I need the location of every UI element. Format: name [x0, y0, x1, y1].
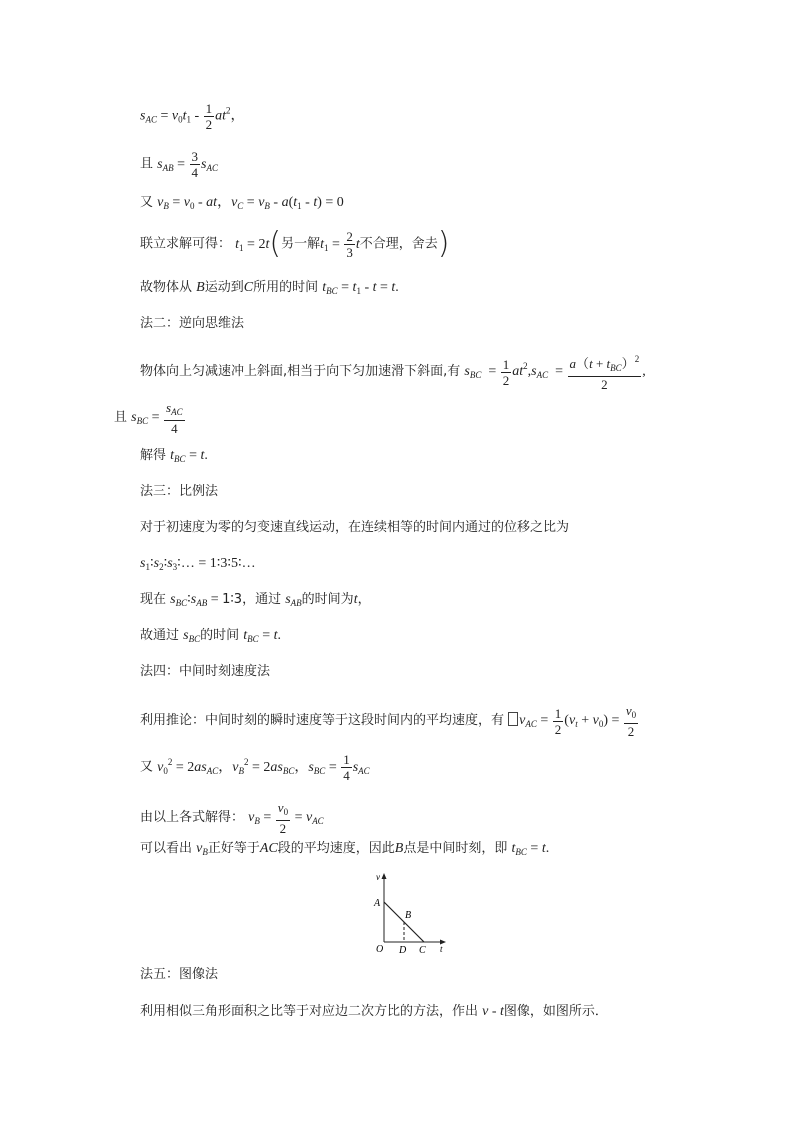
- eq-velocity-line: 又 $v_B = v_0$ - at，$v_C = v_B - a(t_1 - t) = 0$: [140, 195, 344, 211]
- text: 利用相似三角形面积之比等于对应边二次方比的方法，作出: [140, 1004, 479, 1019]
- text: 故通过: [140, 628, 180, 643]
- text: 段的平均速度，因此: [277, 841, 395, 856]
- method-3-statement: 对于初速度为零的匀变速直线运动，在连续相等的时间内通过的位移之比为: [140, 520, 570, 535]
- point-b: B: [196, 280, 205, 295]
- method-2-heading: 法二：逆向思维法: [140, 316, 245, 331]
- x-axis: [384, 940, 446, 945]
- aside-text-2: 不合理，舍去: [359, 236, 438, 252]
- ratio-value: 1∶3∶5∶…: [209, 556, 256, 571]
- label-a: A: [374, 898, 381, 909]
- text: 1∶3，通过: [222, 592, 282, 607]
- method-4-equations: 又 $v_0^2 = 2as_{AC}$，$v_B^2 = 2as_{BC}$，$s_{BC}$ = $\frac{1}{4}$ $s_{AC}$: [140, 752, 370, 783]
- conclusion-line-1: 故物体从 B运动到C所用的时间 $t_{BC} = t_1 - t = t$.: [140, 280, 399, 296]
- text: 运动到: [204, 280, 244, 295]
- method-3-result: 故通过 $s_{BC}$的时间 $t_{BC} = t$.: [140, 628, 281, 644]
- text: 的时间: [200, 628, 240, 643]
- method-3-apply: 现在 $s_{BC}∶s_{AB}$ = 1∶3，通过 $s_{AB}$的时间为t，: [140, 592, 371, 608]
- method-4-inference: 利用推论：中间时刻的瞬时速度等于这段时间内的平均速度，有 $v_{AC}$ = $\frac{1}{2}$ $(v_t + v_0)$ = $\frac{v_0}{2}$: [140, 703, 637, 739]
- method-2-result: 解得 $t_{BC} = t$.: [140, 448, 208, 464]
- text: 所用的时间: [253, 280, 319, 295]
- point-c: C: [243, 280, 254, 295]
- aside-text: 另一解: [281, 236, 321, 252]
- method-5-statement: [140, 1003, 608, 1021]
- method-5-heading: 法五：图像法: [140, 967, 219, 982]
- lead-text: 联立求解可得：: [140, 236, 232, 252]
- text: 现在: [140, 592, 167, 607]
- method-2-sbc-line: 且 $s_{BC}$ = $\frac{s_{AC}}{4}$: [114, 400, 183, 436]
- x-axis-label: t: [440, 944, 443, 954]
- method-4-conclusion: 可以看出 $v_B$正好等于AC段的平均速度，因此B点是中间时刻，即 $t_{BC} = t$.: [140, 841, 550, 857]
- method-3-heading: 法三：比例法: [140, 484, 219, 499]
- segment-ac: AC: [259, 841, 278, 856]
- y-axis: [382, 873, 387, 942]
- label-b: B: [405, 910, 412, 921]
- text: 正好等于: [207, 841, 260, 856]
- method-4-heading: 法四：中间时刻速度法: [140, 664, 271, 679]
- label-c: C: [419, 945, 426, 956]
- lead-text: 又: [140, 195, 154, 210]
- lead-text: 且: [114, 410, 128, 426]
- label-o: O: [376, 944, 384, 955]
- lead-text: 且: [140, 156, 154, 172]
- method-2-eq-line: 物体向上匀减速冲上斜面,相当于向下匀加速滑下斜面,有 $s_{BC}$ = $\frac{1}{2}$ $at^2,s_{AC}$ = $\frac{a(t + t_{BC})^2}{2}$ ,: [140, 354, 646, 392]
- text: 由以上各式解得：: [140, 810, 245, 826]
- eq-sac-line: $s_{AC} = v_0t_1$ - $\frac{1}{2}$ $at^2$，: [140, 101, 245, 132]
- method-3-ratio: $s_1∶s_2∶s_3∶\dots$ = 1∶3∶5∶…: [140, 556, 256, 572]
- text: 物体向上匀减速冲上斜面,相当于向下匀加速滑下斜面,有: [140, 364, 461, 380]
- label-d: D: [399, 945, 407, 956]
- text: 故物体从: [140, 280, 193, 295]
- text: 利用推论：中间时刻的瞬时速度等于这段时间内的平均速度，有: [140, 713, 505, 729]
- text: 点是中间时刻，即: [403, 841, 508, 856]
- y-axis-label: v: [376, 872, 380, 882]
- lead-text: 又: [140, 759, 154, 775]
- eq-solve-line: 联立求解可得： $t_1 = 2t$(另一解$t_1$ = $\frac{2}{3}$ t不合理，舍去): [140, 226, 450, 262]
- text: 图像，如图所示．: [503, 1004, 608, 1019]
- point-b: B: [394, 841, 404, 856]
- method-4-solve: 由以上各式解得： $v_B$ = $\frac{v_0}{2}$ = $v_{AC}$: [140, 800, 324, 836]
- eq-sab-line: 且 $s_{AB}$ = $\frac{3}{4}$ $s_{AC}$: [140, 149, 218, 180]
- vt-graph: [368, 870, 452, 956]
- text: 的时间为: [301, 592, 354, 607]
- text: 可以看出: [140, 841, 193, 856]
- vt-label: v - t: [482, 1004, 504, 1019]
- text: 解得: [140, 448, 167, 463]
